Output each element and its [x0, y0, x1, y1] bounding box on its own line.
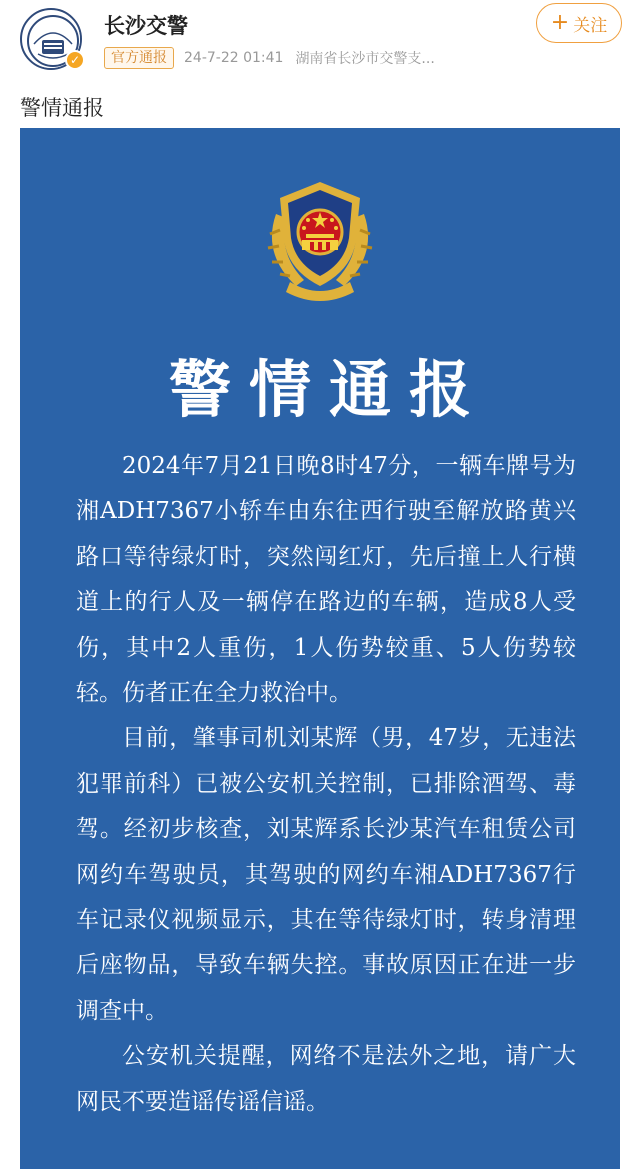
emblem — [256, 174, 384, 304]
notice-heading: 警情通报 — [168, 353, 489, 426]
notice-paragraph: 公安机关提醒，网络不是法外之地，请广大网民不要造谣传谣信谣。 — [76, 1043, 576, 1115]
notice-paragraph: 目前，肇事司机刘某辉（男，47岁，无违法犯罪前科）已被公安机关控制，已排除酒驾、毒驾。经初步核查，刘某辉系长沙某汽车租赁公司网约车驾驶员，其驾驶的网约车湘ADH7367行车记录仪视频显示，其在等待绿灯时，转身清理后座物品，导致车辆失控。事故原因正在进一步调查中。 — [76, 725, 576, 1024]
plus-icon: + — [550, 10, 570, 35]
notice-body — [76, 444, 576, 1125]
official-badge: 官方通报 — [104, 47, 174, 69]
post-header — [0, 0, 640, 90]
verified-badge-icon: ✓ — [65, 50, 85, 70]
post-source: 湖南省长沙市交警支... — [295, 51, 435, 67]
notice-image[interactable] — [20, 128, 620, 1169]
post-title: 警情通报 — [20, 96, 104, 120]
follow-label: 关注 — [573, 15, 608, 36]
notice-paragraph: 2024年7月21日晚8时47分，一辆车牌号为湘ADH7367小轿车由东往西行驶至解放路黄兴路口等待绿灯时，突然闯红灯，先后撞上人行横道上的行人及一辆停在路边的车辆，造成8人受伤，其中2人重伤，1人伤势较重、5人伤势较轻。伤者正在全力救治中。 — [76, 453, 576, 707]
follow-button[interactable] — [536, 3, 622, 43]
post-meta — [104, 46, 435, 70]
post-timestamp: 24-7-22 01:41 — [184, 50, 284, 66]
account-name[interactable]: 长沙交警 — [104, 14, 188, 38]
police-emblem-icon — [256, 174, 384, 304]
